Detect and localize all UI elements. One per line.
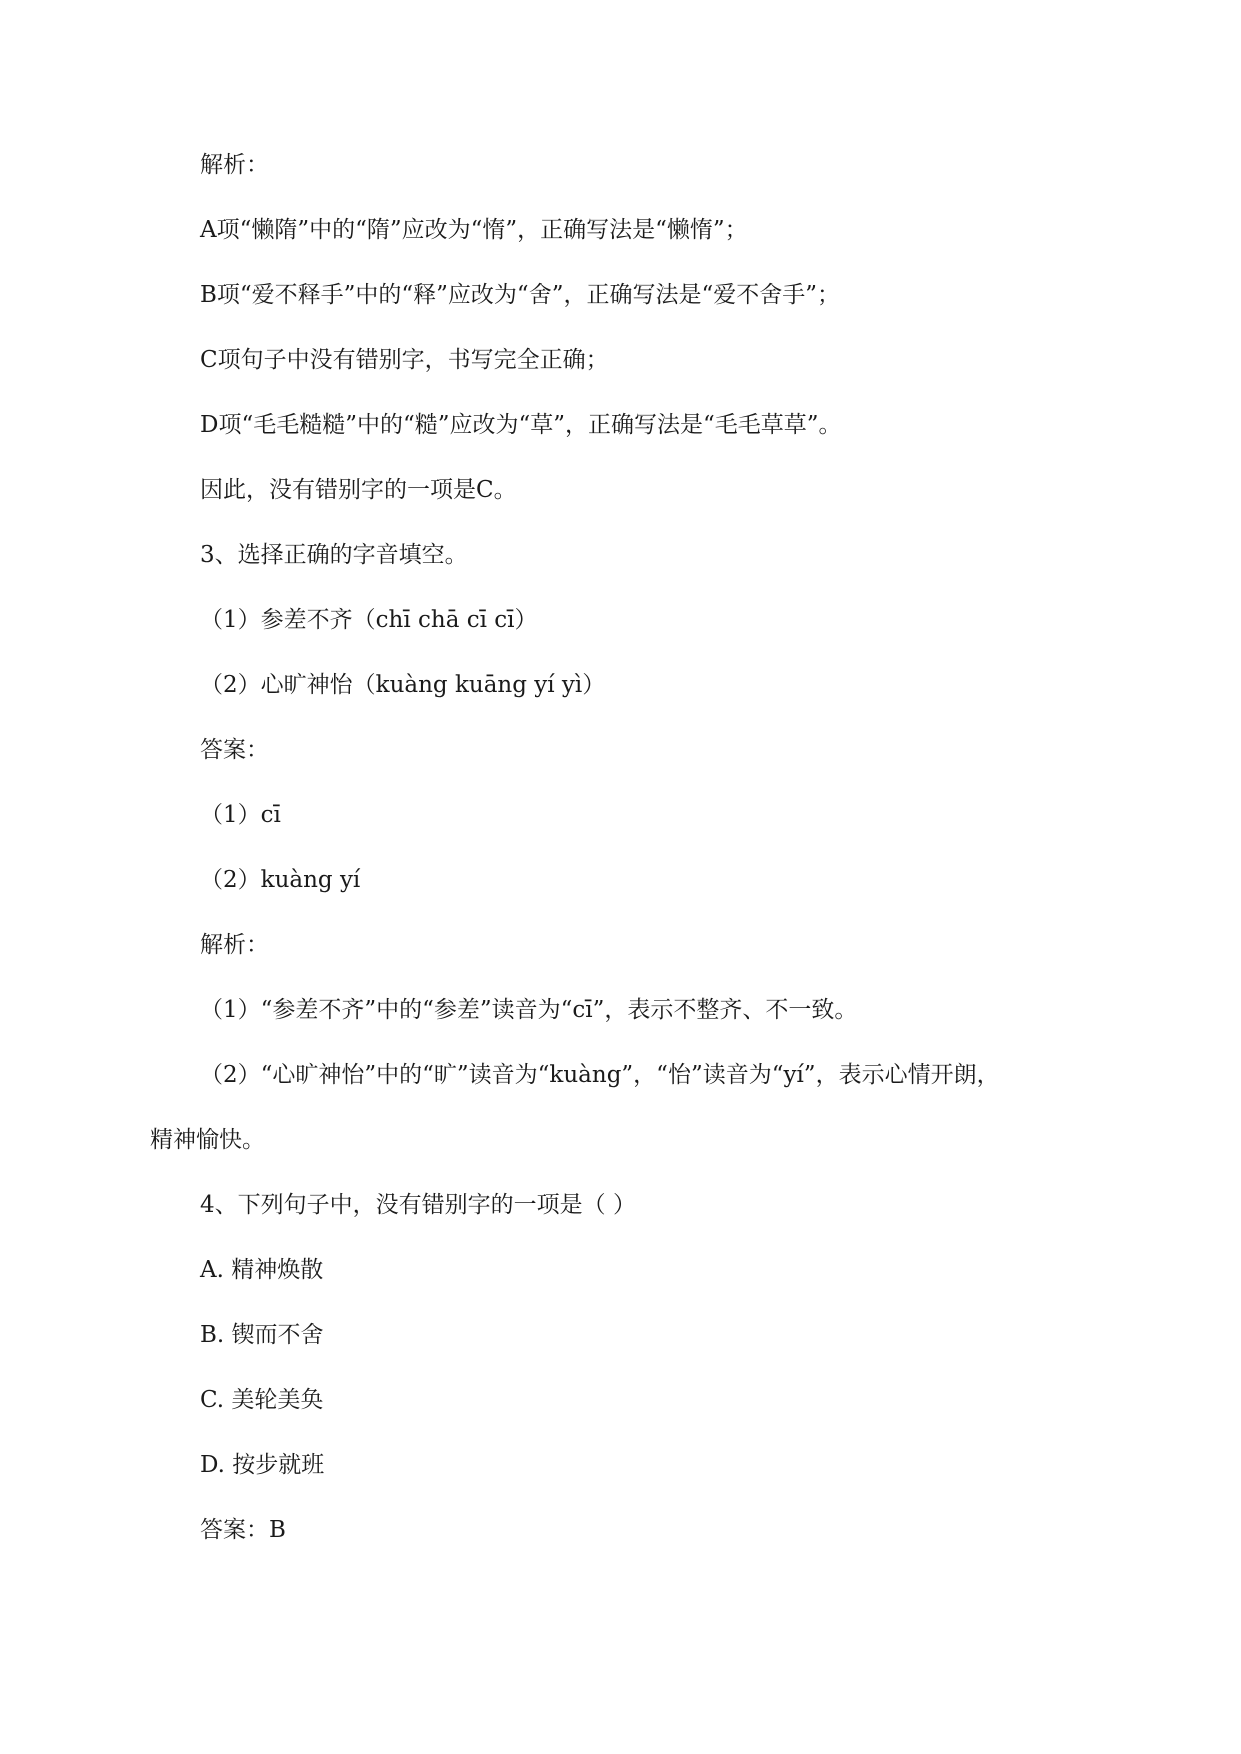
- answer-part-2: （2）kuàng yí: [200, 867, 361, 893]
- option-d: D. 按步就班: [200, 1452, 325, 1478]
- analysis-heading-2: 解析：: [200, 932, 269, 958]
- option-b: B. 锲而不舍: [200, 1322, 324, 1348]
- analysis-item-c: C项句子中没有错别字，书写完全正确；: [200, 347, 609, 373]
- analysis-part-1: （1）“参差不齐”中的“参差”读音为“cī”，表示不整齐、不一致。: [200, 997, 858, 1023]
- question-4-title: 4、下列句子中，没有错别字的一项是（ ）: [200, 1192, 636, 1218]
- analysis-item-d: D项“毛毛糙糙”中的“糙”应改为“草”，正确写法是“毛毛草草”。: [200, 412, 842, 438]
- question-3-part-2: （2）心旷神怡（kuàng kuāng yí yì）: [200, 672, 606, 698]
- analysis-part-2: （2）“心旷神怡”中的“旷”读音为“kuàng”，“怡”读音为“yí”，表示心情开朗，: [200, 1062, 1000, 1088]
- option-a: A. 精神焕散: [200, 1257, 324, 1283]
- analysis-heading: 解析：: [200, 152, 269, 178]
- answer-heading: 答案：: [200, 737, 269, 763]
- question-4-answer: 答案：B: [200, 1517, 286, 1543]
- option-c: C. 美轮美奂: [200, 1387, 324, 1413]
- analysis-conclusion: 因此，没有错别字的一项是C。: [200, 477, 517, 503]
- analysis-item-a: A项“懒隋”中的“隋”应改为“惰”，正确写法是“懒惰”；: [200, 217, 748, 243]
- question-3-part-1: （1）参差不齐（chī chā cī cī）: [200, 607, 538, 633]
- analysis-part-2-continued: 精神愉快。: [150, 1127, 265, 1153]
- analysis-item-b: B项“爱不释手”中的“释”应改为“舍”，正确写法是“爱不舍手”；: [200, 282, 840, 308]
- question-3-title: 3、选择正确的字音填空。: [200, 542, 468, 568]
- answer-part-1: （1）cī: [200, 802, 281, 828]
